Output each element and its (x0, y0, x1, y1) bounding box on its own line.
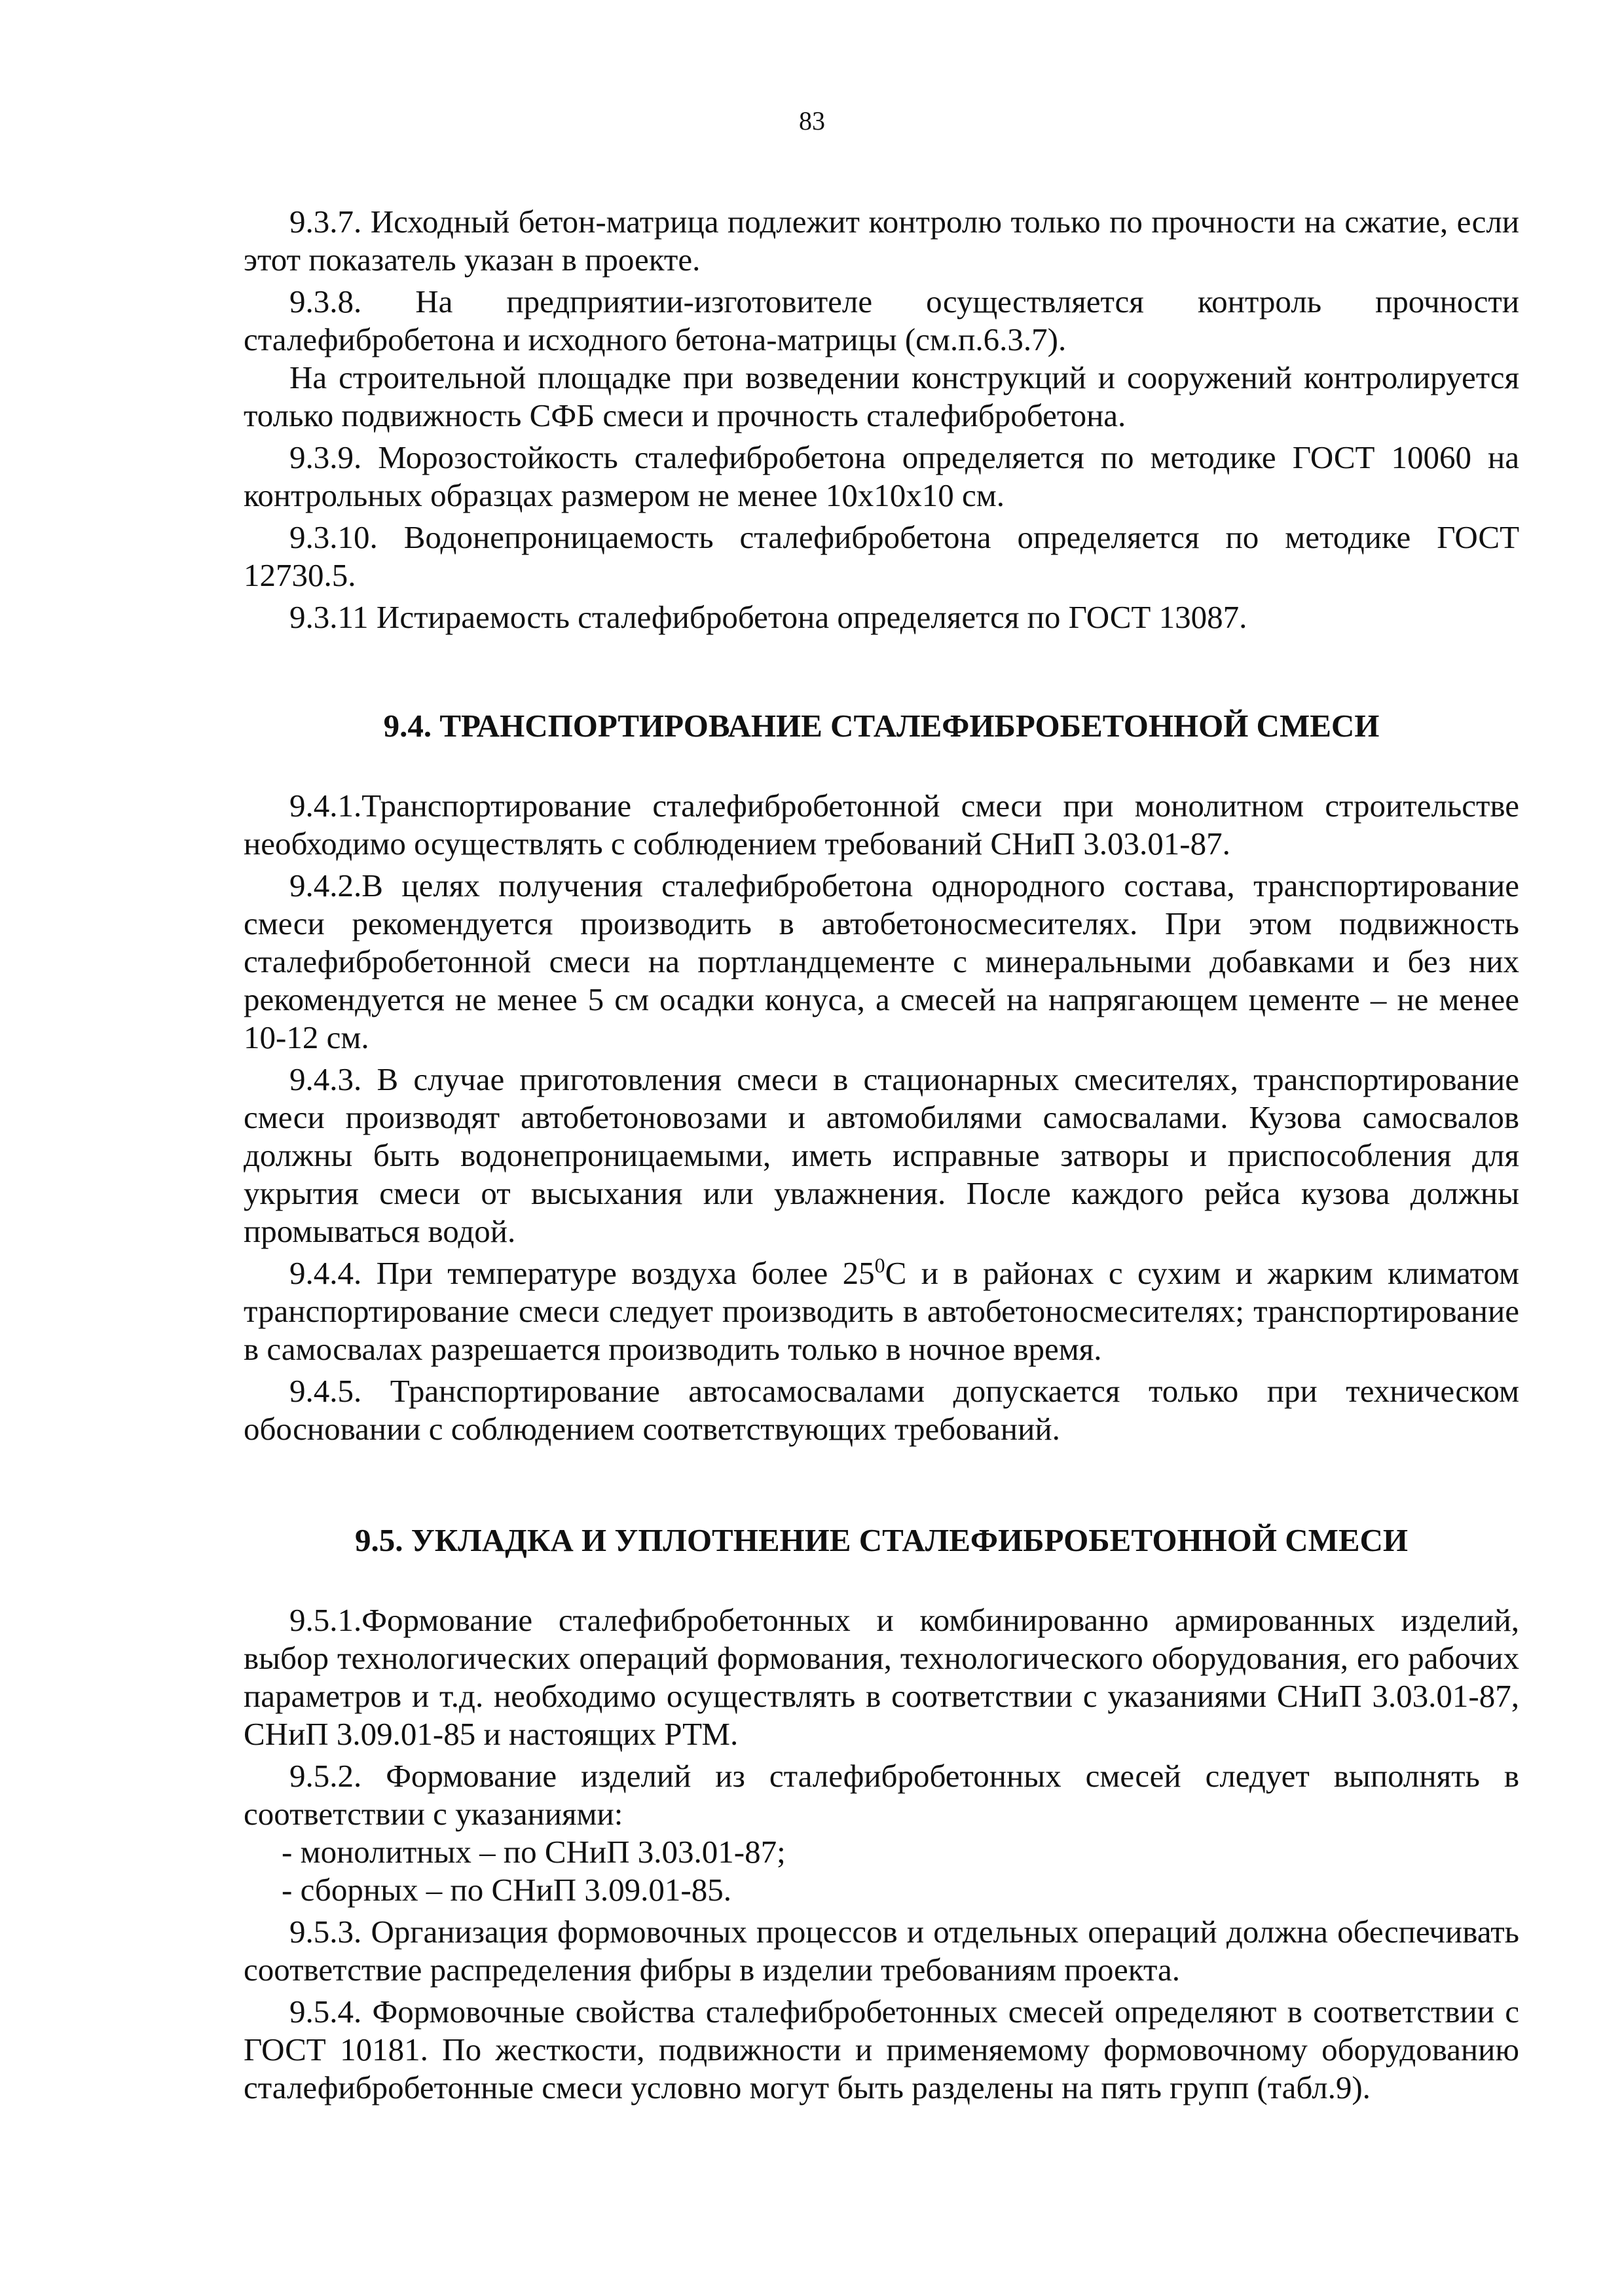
paragraph-9-4-3: 9.4.3. В случае приготовления смеси в стационарных смесителях, транспортирование смеси производят автобетоновозами и автомобилями самосвалами. Кузова самосвалов должны быть водонепроницаемыми, иметь исправные затворы и приспособления для укрытия смеси от высыхания или увлажнения. После каждого рейса кузова должны промываться водой. (244, 1061, 1519, 1249)
paragraph-9-3-9: 9.3.9. Морозостойкость сталефибробетона определяется по методике ГОСТ 10060 на контрольных образцах размером не менее 10х10х10 см. (244, 439, 1519, 513)
paragraph-9-5-4: 9.5.4. Формовочные свойства сталефибробетонных смесей определяют в соответствии с ГОСТ 10181. По жесткости, подвижности и применяемому формовочному оборудованию сталефибробетонные смеси условно могут быть разделены на пять групп (табл.9). (244, 1994, 1519, 2105)
paragraph-9-4-4-start: 9.4.4. При температуре воздуха более 25 (289, 1255, 875, 1291)
paragraph-9-3-7: 9.3.7. Исходный бетон-матрица подлежит контролю только по прочности на сжатие, если этот показатель указан в проекте. (244, 204, 1519, 278)
paragraph-9-5-1: 9.5.1.Формование сталефибробетонных и комбинированно армированных изделий, выбор технологических операций формования, технологического оборудования, его рабочих параметров и т.д. необходимо осуществлять в соответствии с указаниями СНиП 3.03.01-87, СНиП 3.09.01-85 и настоящих РТМ. (244, 1602, 1519, 1752)
paragraph-9-5-2: 9.5.2. Формование изделий из сталефибробетонных смесей следует выполнять в соответствии с указаниями: (244, 1758, 1519, 1832)
section-heading-9-4: 9.4. ТРАНСПОРТИРОВАНИЕ СТАЛЕФИБРОБЕТОННОЙ СМЕСИ (383, 708, 1380, 744)
section-heading-9-5: 9.5. УКЛАДКА И УПЛОТНЕНИЕ СТАЛЕФИБРОБЕТОННОЙ СМЕСИ (354, 1522, 1409, 1558)
paragraph-9-4-4-end: С и в районах с сухим и жарким климатом транспортирование смеси следует производить в автобетоносмесителях; транспортирование в самосвалах разрешается производить только в ночное время. (244, 1255, 1519, 1367)
paragraph-9-4-2: 9.4.2.В целях получения сталефибробетона однородного состава, транспортирование смеси рекомендуется производить в автобетоносмесителях. При этом подвижность сталефибробетонной смеси на портландцементе с минеральными добавками и без них рекомендуется не менее 5 см осадки конуса, а смесей на напрягающем цементе – не менее 10-12 см. (244, 867, 1519, 1055)
paragraph-9-5-3: 9.5.3. Организация формовочных процессов и отдельных операций должна обеспечивать соответствие распределения фибры в изделии требованиям проекта. (244, 1914, 1519, 1988)
paragraph-9-4-5: 9.4.5. Транспортирование автосамосвалами допускается только при техническом обосновании с соблюдением соответствующих требований. (244, 1373, 1519, 1447)
paragraph-9-4-4 (244, 1254, 1519, 1368)
paragraph-9-3-8: 9.3.8. На предприятии-изготовителе осуществляется контроль прочности сталефибробетона и исходного бетона-матрицы (см.п.6.3.7). (244, 283, 1519, 357)
paragraph-9-4-1: 9.4.1.Транспортирование сталефибробетонной смеси при монолитном строительстве необходимо осуществлять с соблюдением требований СНиП 3.03.01-87. (244, 788, 1519, 862)
paragraph-9-3-10: 9.3.10. Водонепроницаемость сталефибробетона определяется по методике ГОСТ 12730.5. (244, 519, 1519, 593)
degree-superscript: 0 (874, 1253, 885, 1277)
paragraph-9-3-11: 9.3.11 Истираемость сталефибробетона определяется по ГОСТ 13087. (289, 599, 1247, 635)
list-item: - сборных – по СНиП 3.09.01-85. (282, 1872, 731, 1908)
page-number: 83 (799, 106, 825, 136)
paragraph-9-3-8-site: На строительной площадке при возведении конструкций и сооружений контролируется только подвижность СФБ смеси и прочность сталефибробетона. (244, 359, 1519, 433)
list-item: - монолитных – по СНиП 3.03.01-87; (282, 1834, 786, 1870)
page-content (244, 203, 1519, 2107)
